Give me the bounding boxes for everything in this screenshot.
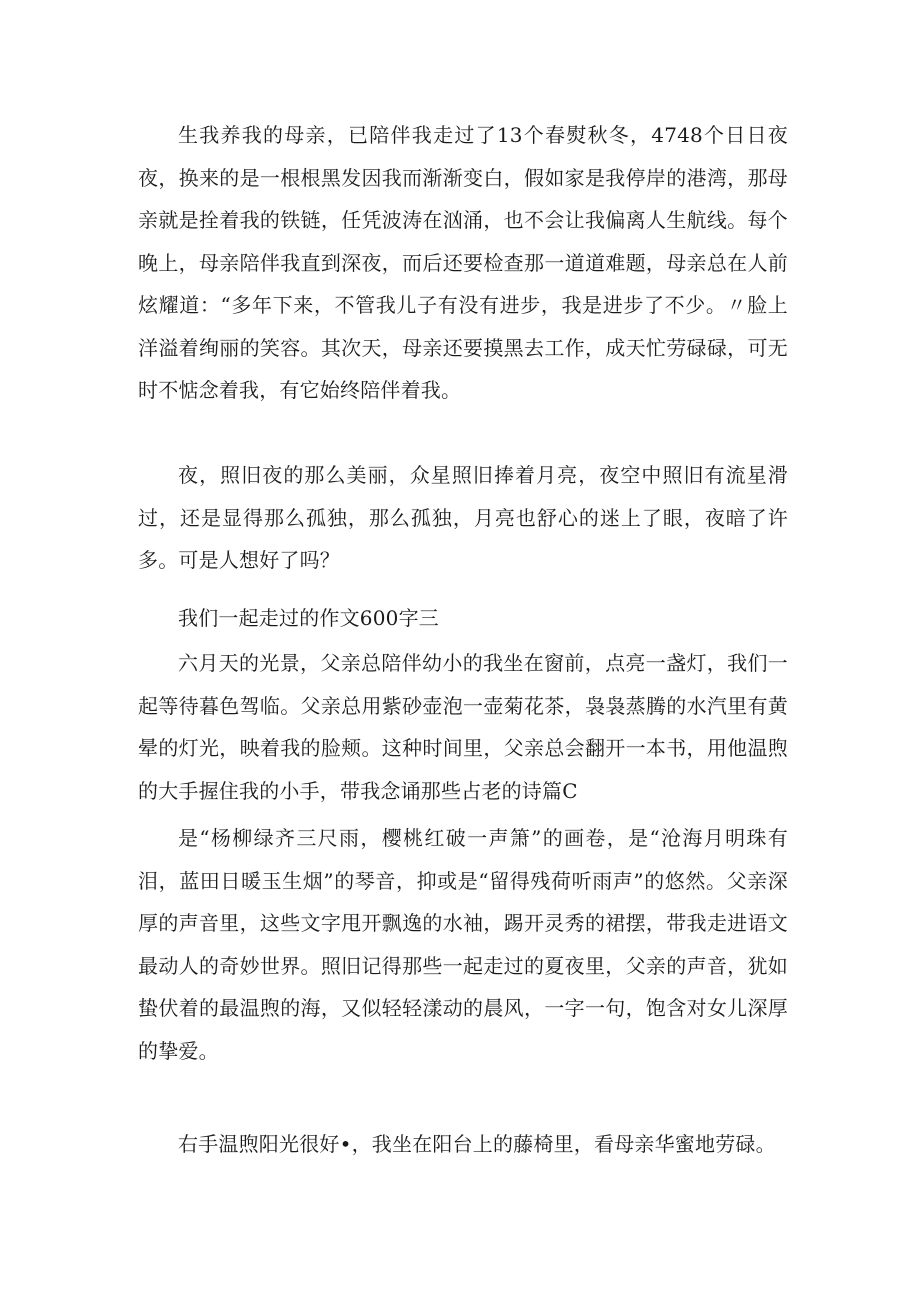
paragraph-balcony: 右手温煦阳光很好•，我坐在阳台上的藤椅里，看母亲华蜜地劳碌。 (178, 1132, 776, 1156)
paragraph-night: 夜，照旧夜的那么美丽，众星照旧捧着月亮，夜空中照旧有流星滑过，还是显得那么孤独，那么孤独，月亮也舒心的迷上了眼，夜暗了许多。可是人想好了吗？ (138, 463, 788, 572)
paragraph-june-father: 六月天的光景，父亲总陪伴幼小的我坐在窗前，点亮一盏灯，我们一起等待暮色驾临。父亲总用紫砂壶泡一壶菊花茶，袅袅蒸腾的水汽里有黄晕的灯光，映着我的脸颊。这种时间里，父亲总会翻开一本书，用他温煦的大手握住我的小手，带我念诵那些占老的诗篇C (138, 651, 788, 803)
paragraph-mother: 生我养我的母亲，已陪伴我走过了13个春熨秋冬，4748个日日夜夜，换来的是一根根黑发因我而渐渐变白，假如家是我停岸的港湾，那母亲就是拴着我的铁链，任凭波涛在汹涌，也不会让我偏离人生航线。每个晚上，母亲陪伴我直到深夜，而后还要检查那一道道难题，母亲总在人前炫耀道：“多年下来，不管我儿子有没有进步，我是进步了不少。〃脸上洋溢着绚丽的笑容。其次天，母亲还要摸黑去工作，成天忙劳碌碌，可无时不惦念着我，有它始终陪伴着我。 (138, 123, 788, 402)
section-heading: 我们一起走过的作文600字三 (178, 606, 439, 630)
paragraph-poetry: 是“杨柳绿齐三尺雨，樱桃红破一声箫”的画卷，是“沧海月明珠有泪，蓝田日暖玉生烟”的琴音，抑或是“留得残荷听雨声”的悠然。父亲深厚的声音里，这些文字甩开飘逸的水袖，踢开灵秀的裙摆，带我走进语文最动人的奇妙世界。照旧记得那些一起走过的夏夜里，父亲的声音，犹如蛰伏着的最温煦的海，又似轻轻漾动的晨风，一字一句，饱含对女儿深厚的挚爱。 (138, 826, 788, 1063)
